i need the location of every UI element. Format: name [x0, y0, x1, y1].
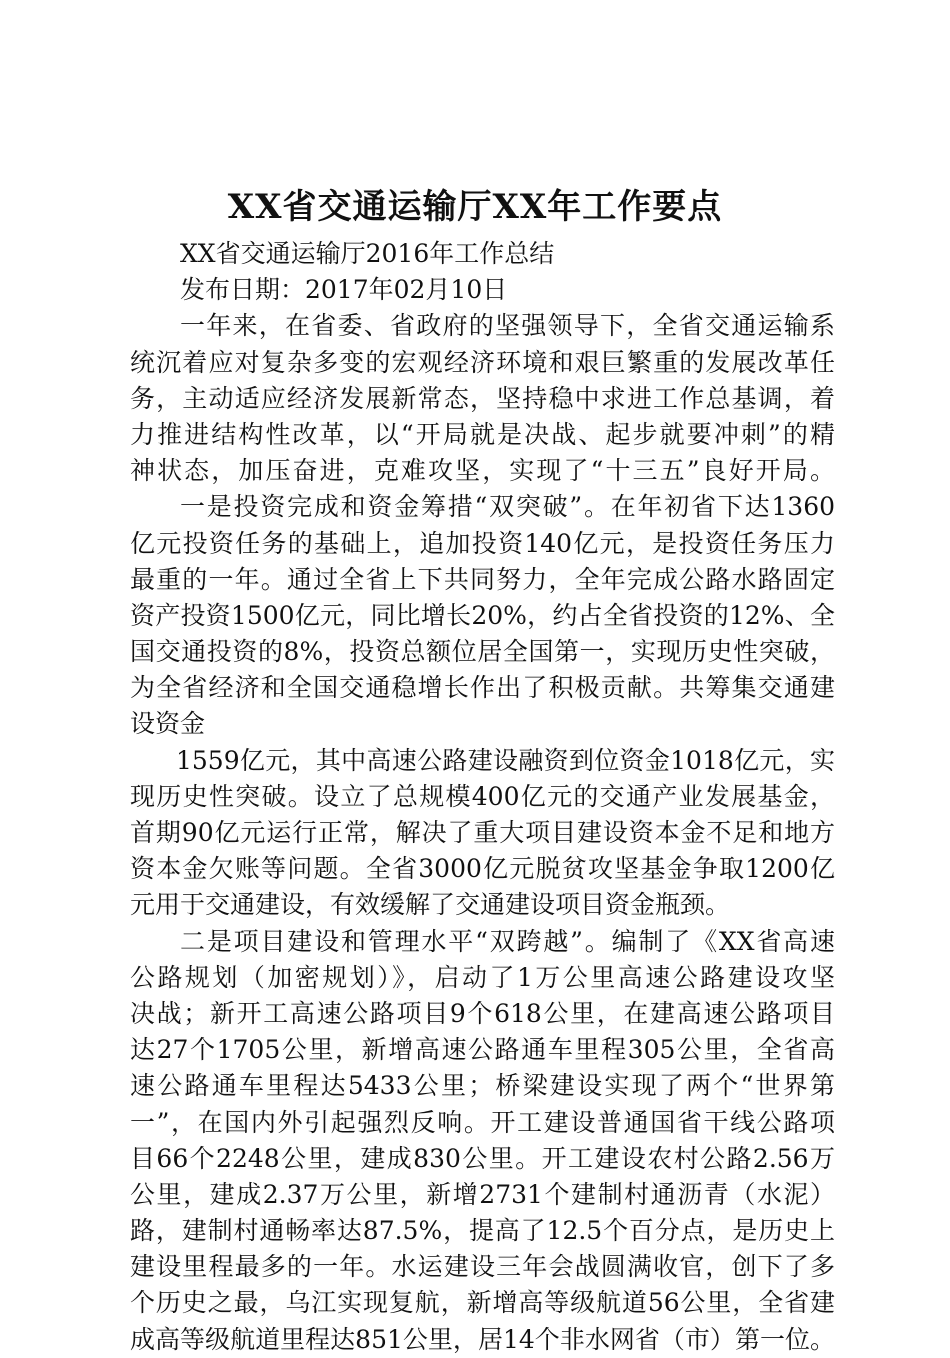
paragraph-line: 最重的一年。通过全省上下共同努力，全年完成公路水路固定 — [130, 564, 835, 594]
paragraph-line: 国交通投资的8%，投资总额位居全国第一，实现历史性突破， — [130, 637, 835, 667]
paragraph-line: 一”，在国内外引起强烈反响。开工建设普通国省干线公路项 — [130, 1107, 835, 1137]
paragraph-line: 资本金欠账等问题。全省3000亿元脱贫攻坚基金争取1200亿 — [130, 854, 835, 884]
paragraph-line: 公里，建成2.37万公里，新增2731个建制村通沥青（水泥） — [130, 1179, 835, 1209]
paragraph-line: 个历史之最，乌江实现复航，新增高等级航道56公里，全省建 — [130, 1288, 835, 1318]
paragraph-line: 力推进结构性改革，以“开局就是决战、起步就要冲刺”的精 — [130, 419, 835, 449]
paragraph-line: 1559亿元，其中高速公路建设融资到位资金1018亿元，实 — [176, 745, 835, 775]
paragraph-line: 为全省经济和全国交通稳增长作出了积极贡献。共筹集交通建 — [130, 673, 835, 703]
paragraph-line: 设资金 — [130, 709, 206, 739]
paragraph-line: 目66个2248公里，建成830公里。开工建设农村公路2.56万 — [130, 1143, 835, 1173]
paragraph-line: 路，建制村通畅率达87.5%，提高了12.5个百分点，是历史上 — [130, 1216, 835, 1246]
paragraph-line: 现历史性突破。设立了总规模400亿元的交通产业发展基金， — [130, 781, 835, 811]
paragraph-line: 神状态，加压奋进，克难攻坚，实现了“十三五”良好开局。 — [130, 456, 835, 486]
paragraph-line: 统沉着应对复杂多变的宏观经济环境和艰巨繁重的发展改革任 — [130, 347, 835, 377]
document-title: XX省交通运输厅XX年工作要点 — [227, 187, 723, 227]
paragraph-line: 成高等级航道里程达851公里，居14个非水网省（市）第一位。 — [130, 1324, 835, 1354]
paragraph-line: 元用于交通建设，有效缓解了交通建设项目资金瓶颈。 — [130, 890, 731, 920]
paragraph-line: 速公路通车里程达5433公里；桥梁建设实现了两个“世界第 — [130, 1071, 835, 1101]
paragraph-line: 建设里程最多的一年。水运建设三年会战圆满收官，创下了多 — [130, 1252, 835, 1282]
paragraph-line: 公路规划（加密规划）》，启动了1万公里高速公路建设攻坚 — [130, 962, 835, 992]
paragraph-line: 二是项目建设和管理水平“双跨越”。编制了《XX省高速 — [180, 926, 835, 956]
paragraph-line: 一年来，在省委、省政府的坚强领导下，全省交通运输系 — [180, 311, 835, 341]
document-body — [130, 236, 835, 1358]
subtitle-line: XX省交通运输厅2016年工作总结 — [180, 239, 555, 268]
paragraph-line: 亿元投资任务的基础上，追加投资140亿元，是投资任务压力 — [130, 528, 835, 558]
paragraph-line: 首期90亿元运行正常，解决了重大项目建设资本金不足和地方 — [130, 818, 835, 847]
paragraph-line: 务，主动适应经济发展新常态，坚持稳中求进工作总基调，着 — [130, 383, 835, 413]
paragraph-line: 资产投资1500亿元，同比增长20%，约占全省投资的12%、全 — [130, 600, 835, 630]
paragraph-line: 决战；新开工高速公路项目9个618公里，在建高速公路项目 — [130, 998, 835, 1028]
publish-date-line: 发布日期：2017年02月10日 — [180, 275, 508, 305]
paragraph-line: 一是投资完成和资金筹措“双突破”。在年初省下达1360 — [180, 492, 835, 522]
paragraph-line: 达27个1705公里，新增高速公路通车里程305公里，全省高 — [130, 1035, 835, 1065]
